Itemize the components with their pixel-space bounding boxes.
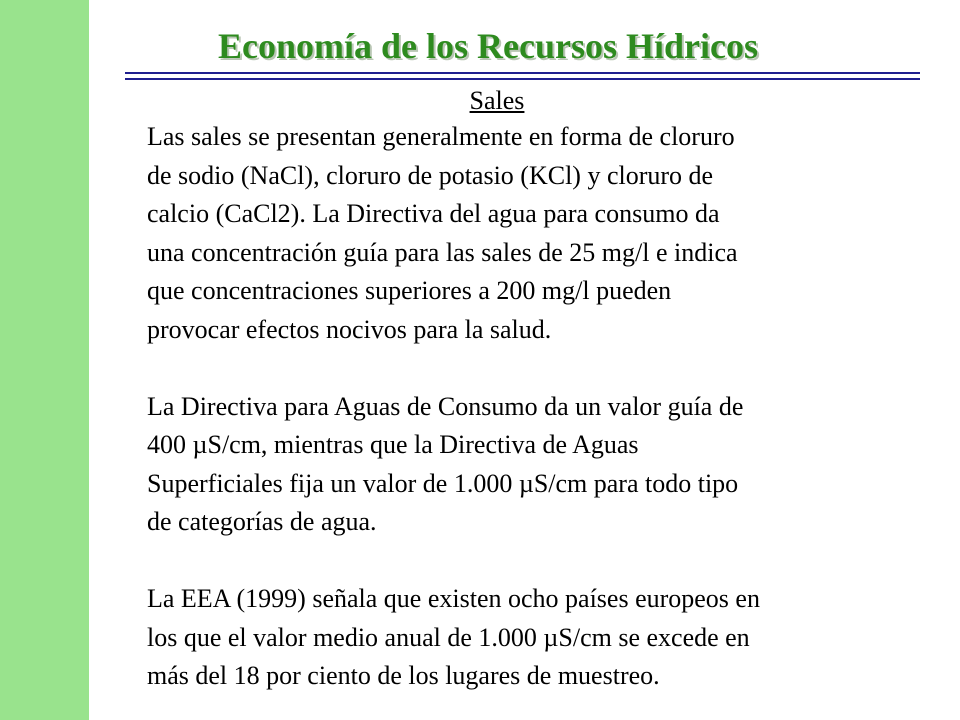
slide-subtitle: Sales xyxy=(469,86,525,115)
text-line: calcio (CaCl2). La Directiva del agua para consumo da xyxy=(147,199,720,228)
text-line: que concentraciones superiores a 200 mg/l pueden xyxy=(147,276,672,305)
title-rule-top xyxy=(125,72,920,74)
green-side-bar xyxy=(0,0,89,720)
paragraph-spacer xyxy=(147,542,927,581)
text-line: de sodio (NaCl), cloruro de potasio (KCl) y cloruro de xyxy=(147,160,714,190)
paragraph-spacer xyxy=(147,349,927,388)
text-line: más del 18 por ciento de los lugares de muestreo. xyxy=(147,661,660,690)
text-line: provocar efectos nocivos para la salud. xyxy=(147,314,552,344)
text-line: Las sales se presentan generalmente en forma de cloruro xyxy=(147,122,735,151)
paragraph-conductivity xyxy=(147,388,927,542)
title-rule-bottom xyxy=(125,78,920,80)
text-line: Superficiales fija un valor de 1.000 µS/cm para todo tipo xyxy=(147,468,739,498)
slide-title: Economía de los Recursos Hídricos xyxy=(218,26,758,66)
text-line: La Directiva para Aguas de Consumo da un valor guía de xyxy=(147,391,744,421)
slide-body xyxy=(147,84,927,696)
text-line: los que el valor medio anual de 1.000 µS/cm se excede en xyxy=(147,622,750,652)
text-line: La EEA (1999) señala que existen ocho países europeos en xyxy=(147,584,760,613)
text-line: una concentración guía para las sales de 25 mg/l e indica xyxy=(147,237,738,267)
title-area xyxy=(0,0,960,80)
text-line: 400 µS/cm, mientras que la Directiva de Aguas xyxy=(147,430,639,459)
text-line: de categorías de agua. xyxy=(147,507,377,536)
paragraph-eea xyxy=(147,580,927,696)
paragraph-salts xyxy=(147,118,927,349)
